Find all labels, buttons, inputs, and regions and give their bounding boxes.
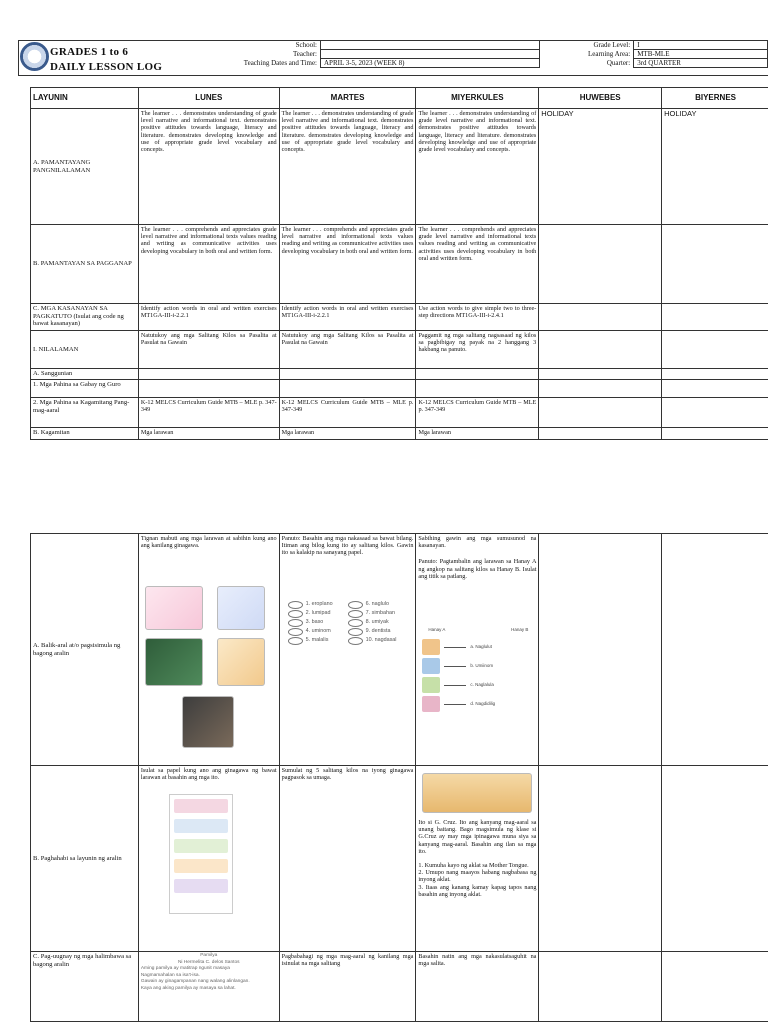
- row-label-balik-aral: A. Balik-aral at/o pagsisimula ng bagong aralin: [31, 534, 139, 766]
- area-label: Learning Area:: [588, 49, 631, 58]
- cell-i-huwebes: [539, 331, 662, 369]
- cell-pa-biyernes: [662, 534, 768, 766]
- radio-circle-icon[interactable]: [348, 619, 363, 627]
- cell-pb-miyerkules: [416, 766, 539, 952]
- lesson-table-procedure: [30, 533, 768, 1022]
- col-miyerkules: MIYERKULES: [416, 88, 539, 109]
- cell-c-lunes: Identify action words in oral and written exercises MT1GA-III-i-2.2.1: [138, 304, 279, 331]
- header-info-left: [222, 40, 540, 68]
- answer-line[interactable]: [444, 703, 466, 705]
- picture-teacher-blackboard: [145, 638, 203, 686]
- pb-miyerkules-step1: 1. Kumuha kayo ng aklat sa Mother Tongue.: [418, 862, 529, 870]
- cell-b-martes: The learner . . . comprehends and appreciates grade level narrative and informational texts values reading and writing as communicative activities uses developing vocabulary in both oral and written form.: [279, 225, 416, 304]
- cell-c-miyerkules: Use action words to give simple two to three-step directions MT1GA-III-i-2.4.1: [416, 304, 539, 331]
- cell-c-huwebes: [539, 304, 662, 331]
- answer-line[interactable]: [444, 684, 466, 686]
- cell-c-martes: Identify action words in oral and written exercises MT1GA-III-i-2.2.1: [279, 304, 416, 331]
- radio-circle-icon[interactable]: [288, 619, 303, 627]
- row-label-pag-uugnay: C. Pag-uugnay ng mga halimbawa sa bagong aralin: [31, 952, 139, 1022]
- quarter-value: 3rd QUARTER: [634, 59, 768, 68]
- option-item[interactable]: 6. naglulo: [348, 600, 397, 609]
- cell-pb-lunes: [138, 766, 279, 952]
- cell-huwebes-holiday: HOLIDAY: [539, 109, 662, 225]
- quarter-label: Quarter:: [606, 58, 631, 67]
- cell-a-lunes: The learner . . . demonstrates understanding of grade level narrative and informational text. demonstrates positive attitudes towards language, literacy and literature. demonstrates developing knowledge and use of appropriate grade level vocabulary and concepts.: [138, 109, 279, 225]
- cell-biyernes-holiday: HOLIDAY: [662, 109, 768, 225]
- option-item[interactable]: 5. malalis: [288, 636, 333, 645]
- cell-pc-lunes: [138, 952, 279, 1022]
- picture-cooking: [422, 639, 440, 655]
- cell-pb-martes: Sumulat ng 5 salitang kilos na iyong ginagawa pagpasok sa umaga.: [279, 766, 416, 952]
- options-right-list: [348, 600, 397, 645]
- dates-label: Teaching Dates and Time:: [243, 58, 317, 67]
- cell-c-biyernes: [662, 304, 768, 331]
- dates-value: APRIL 3-5, 2023 (WEEK 8): [321, 59, 540, 68]
- area-value: MTB-MLE: [634, 50, 768, 59]
- lesson-table-objectives: [30, 87, 768, 440]
- option-item[interactable]: 2. lumipad: [288, 609, 333, 618]
- picture-drinking: [422, 658, 440, 674]
- pb-lunes-text: Isulat sa papel kung ano ang ginagawa ng bawat larawan at basahin ang mga ito.: [140, 767, 277, 782]
- row-label-sanggunian: A. Sanggunian: [31, 369, 139, 380]
- col-biyernes: BIYERNES: [662, 88, 768, 109]
- cell-a-miyerkules: The learner . . . demonstrates understanding of grade level narrative and informational text. demonstrates positive attitudes towards language, literacy and literature. demonstrates developing knowledge and use of appropriate grade level vocabulary and concepts.: [416, 109, 539, 225]
- grade-value: I: [634, 41, 768, 50]
- school-value: [321, 41, 540, 50]
- header-info-right: [540, 40, 768, 68]
- cell-kag-martes: K-12 MELCS Curriculum Guide MTB – MLE p. 347-349: [279, 398, 416, 428]
- cell-i-lunes: Natutukoy ang mga Salitang Kilos sa Pasalita at Pasulat na Gawain: [138, 331, 279, 369]
- cell-pc-miyerkules: Basahin natin ang mga nakasulatsaguhit na mga salita.: [416, 952, 539, 1022]
- row-label-nilalaman: I. NILALAMAN: [31, 331, 139, 369]
- option-item[interactable]: 3. baso: [288, 618, 333, 627]
- teacher-value: [321, 50, 540, 59]
- row-label-pamantayan-sa-pagganap: B. PAMANTAYAN SA PAGGANAP: [31, 225, 139, 304]
- col-martes: MARTES: [279, 88, 416, 109]
- radio-circle-icon[interactable]: [288, 637, 303, 645]
- picture-watering: [422, 696, 440, 712]
- row-label-kagamitang-pangmagaaral: 2. Mga Pahina sa Kagamitang Pang-mag-aaral: [31, 398, 139, 428]
- cell-kag-lunes: K-12 MELCS Curriculum Guide MTB – MLE p. 347-349: [138, 398, 279, 428]
- radio-circle-icon[interactable]: [288, 610, 303, 618]
- cell-pc-biyernes: [662, 952, 768, 1022]
- picture-classroom: [422, 773, 532, 813]
- poem-title: Pamilya: [200, 953, 218, 958]
- match-row: d. Nagdidilig: [422, 694, 495, 713]
- radio-circle-icon[interactable]: [348, 628, 363, 636]
- picture-playing: [422, 677, 440, 693]
- row-label-kasanayan: C. MGA KASANAYAN SA PAGKATUTO (Isulat ang code ng bawat kasanayan): [31, 304, 139, 331]
- school-label: School:: [295, 40, 317, 49]
- option-item[interactable]: 1. eroplano: [288, 600, 333, 609]
- poem-line: Kaya ang aking pamilya ay masaya sa lahat.: [140, 985, 236, 991]
- option-item[interactable]: 8. umiyak: [348, 618, 397, 627]
- pb-miyerkules-text1: Ito si G. Cruz. Ito ang kanyang mag-aaral sa unang baitang. Bago magsimula ng klase si G.Cruz ay may mga ipinagawa muna siya sa kanyang mag-aaral. Basahin ang ilan sa mga ito.: [418, 819, 537, 855]
- cell-a-martes: The learner . . . demonstrates understanding of grade level narrative and informational text. demonstrates positive attitudes towards language, literacy and literature. demonstrates developing knowledge and use of appropriate grade level vocabulary and concepts.: [279, 109, 416, 225]
- cell-i-biyernes: [662, 331, 768, 369]
- poem-line: Aming pamilya ay matitrap ngunit masaya: [140, 966, 230, 972]
- option-item[interactable]: 4. uminom: [288, 627, 333, 636]
- cell-pc-martes: Pagbabahagi ng mga mag-aaral ng kanilang mga isinulat na mga salitang: [279, 952, 416, 1022]
- radio-circle-icon[interactable]: [288, 601, 303, 609]
- cell-i-martes: Natutukoy ang mga Salitang Kilos sa Pasalita at Pasulat na Gawain: [279, 331, 416, 369]
- cell-pa-miyerkules: [416, 534, 539, 766]
- options-left-list: [288, 600, 333, 645]
- match-row: c. Naglalula: [422, 675, 495, 694]
- col-lunes: LUNES: [138, 88, 279, 109]
- cell-kag-miyerkules: K-12 MELCS Curriculum Guide MTB – MLE p. 347-349: [416, 398, 539, 428]
- cell-pa-huwebes: [539, 534, 662, 766]
- radio-circle-icon[interactable]: [288, 628, 303, 636]
- picture-girl-dancing: [145, 586, 203, 630]
- grade-label: Grade Level:: [593, 40, 631, 49]
- row-label-pamantayang-pangnilalaman: A. PAMANTAYANG PANGNILALAMAN: [31, 109, 139, 225]
- cell-b-huwebes: [539, 225, 662, 304]
- page-title: GRADES 1 to 6: [50, 46, 129, 58]
- hanay-a-label: Hanay A: [428, 627, 446, 632]
- deped-seal-icon: [20, 42, 49, 71]
- cell-pb-biyernes: [662, 766, 768, 952]
- col-layunin: LAYUNIN: [31, 88, 139, 109]
- cell-b-lunes: The learner . . . comprehends and appreciates grade level narrative and informational texts values reading and writing as communicative activities uses developing vocabulary in both oral and written form.: [138, 225, 279, 304]
- cell-b-miyerkules: The learner . . . comprehends and appreciates grade level narrative and informational texts values reading and writing as communicative activities uses developing vocabulary in both oral and written form.: [416, 225, 539, 304]
- pb-miyerkules-step2: 2. Umupo nang maayos habang nagbabasa ng inyong aklat.: [418, 869, 537, 884]
- picture-worksheet: [169, 794, 233, 914]
- cell-b-biyernes: [662, 225, 768, 304]
- cell-kg-miyerkules: Mga larawan: [416, 428, 539, 440]
- row-label-gabay-ng-guro: 1. Mga Pahina sa Gabay ng Guro: [31, 380, 139, 398]
- picture-child-reading: [217, 586, 265, 630]
- col-huwebes: HUWEBES: [539, 88, 662, 109]
- poem-line: Nagmamahalan sa isa't-isa.: [140, 972, 200, 978]
- cell-pc-huwebes: [539, 952, 662, 1022]
- option-item[interactable]: 7. simbahan: [348, 609, 397, 618]
- pb-miyerkules-step3: 3. Itaas ang kanang kamay kapag tapos nang basahin ang inyong aklat.: [418, 883, 537, 898]
- cell-pa-lunes: [138, 534, 279, 766]
- cell-kg-martes: Mga larawan: [279, 428, 416, 440]
- cell-pa-martes: [279, 534, 416, 766]
- picture-girl-writing: [217, 638, 265, 686]
- match-row: a. Naglulut: [422, 637, 495, 656]
- page-subtitle: DAILY LESSON LOG: [50, 61, 163, 73]
- cell-pb-huwebes: [539, 766, 662, 952]
- match-list: [422, 637, 495, 713]
- answer-line[interactable]: [444, 665, 466, 667]
- picture-child-eating: [182, 696, 234, 748]
- pa-miyerkules-text1: Sabihing gawin ang mga sumusunod na kasanayan.: [418, 535, 537, 550]
- pa-lunes-text: Tignan mabuti ang mga larawan at sabihin kung ano ang kanilang ginagawa.: [140, 535, 277, 550]
- teacher-label: Teacher:: [293, 49, 317, 58]
- pa-martes-text: Panuto: Basahin ang mga nakasaad sa bawat bilang. Itiman ang bilog kung ito ay salitang kilos. Gawin ito sa kalakip na sanayang papel.: [281, 535, 414, 557]
- hanay-b-label: Hanay B: [511, 627, 529, 632]
- answer-line[interactable]: [444, 646, 466, 648]
- match-headers: [428, 626, 528, 633]
- radio-circle-icon[interactable]: [348, 637, 363, 645]
- cell-i-miyerkules: Paggamit ng mga salitang nagsasaad ng kilos sa pagbibigay ng payak na 2 hanggang 3 hakbang na panuto.: [416, 331, 539, 369]
- row-label-paghahabi: B. Paghahabi sa layunin ng aralin: [31, 766, 139, 952]
- poem-line: Gawain ay ginagampanan nang walang alinlangan.: [140, 979, 250, 985]
- option-item[interactable]: 10. nagdasal: [348, 636, 397, 645]
- radio-circle-icon[interactable]: [348, 610, 363, 618]
- pa-miyerkules-text2: Panuto: Pagtambalin ang larawan sa Hanay A ng angkop na salitang kilos sa Hanay B. Isulat ang titik sa patlang.: [418, 558, 537, 580]
- option-item[interactable]: 9. dentista: [348, 627, 397, 636]
- radio-circle-icon[interactable]: [348, 601, 363, 609]
- poem-author: Ni Hermelita C. delos Santos: [177, 959, 240, 965]
- match-row: b. Umiinom: [422, 656, 495, 675]
- cell-kg-lunes: Mga larawan: [138, 428, 279, 440]
- row-label-kagamitan: B. Kagamitan: [31, 428, 139, 440]
